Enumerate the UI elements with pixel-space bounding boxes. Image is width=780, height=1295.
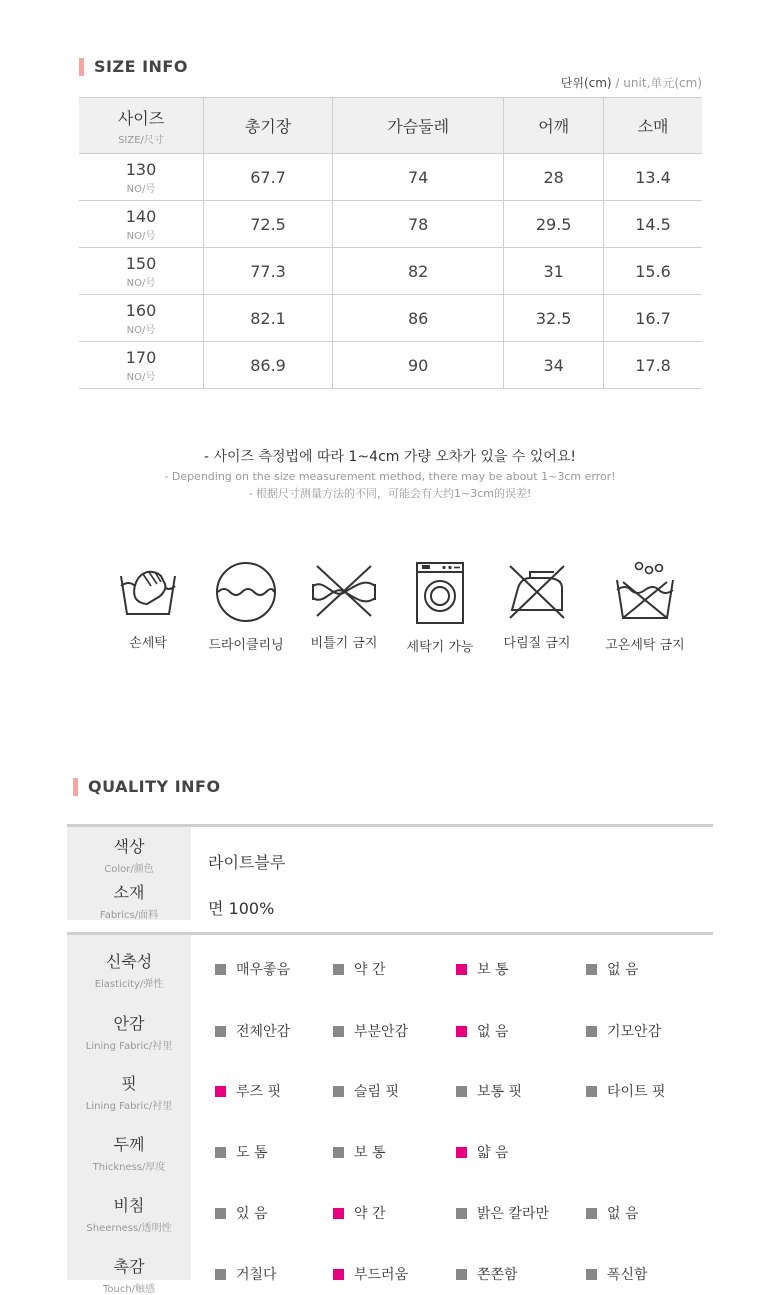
care-item-no-iron (487, 560, 587, 651)
unselected-marker-icon (215, 1147, 226, 1158)
chest-cell: 74 (333, 154, 504, 201)
unselected-marker-icon (456, 1086, 467, 1097)
care-label: 고온세탁 금지 (605, 638, 685, 653)
quality-row-fabric: 소재 Fabrics/面料 면 100% (99, 883, 275, 921)
attribute-label: 신축성 Elasticity/弹性 (94, 952, 164, 990)
size-cell: 150 NO/号 (79, 248, 204, 295)
care-item-hand-wash (98, 560, 198, 651)
no-hot-wash-icon (613, 560, 677, 624)
size-cell: 140 NO/号 (79, 201, 204, 248)
attribute-option (215, 1264, 277, 1284)
unselected-marker-icon (586, 1269, 597, 1280)
section-accent-bar (79, 58, 84, 76)
attribute-label: 핏 Lining Fabric/衬里 (85, 1074, 173, 1112)
quality-row-attribute (67, 1132, 713, 1172)
size-note-english: - Depending on the size measurement method, there may be about 1~3cm error! (164, 470, 616, 483)
attribute-option-label: 얇 음 (477, 1145, 509, 1161)
selected-marker-icon (456, 1026, 467, 1037)
attribute-option (456, 1142, 509, 1162)
attribute-option (333, 959, 386, 979)
length-cell: 77.3 (204, 248, 333, 295)
quality-info-title (73, 777, 221, 796)
unselected-marker-icon (333, 1026, 344, 1037)
header-length: 총기장 (204, 98, 333, 154)
length-cell: 67.7 (204, 154, 333, 201)
attribute-option-label: 루즈 핏 (236, 1084, 282, 1100)
sleeve-cell: 14.5 (604, 201, 702, 248)
shoulder-cell: 32.5 (504, 295, 604, 342)
attribute-option-label: 부분안감 (354, 1024, 409, 1040)
attribute-label: 비침 Sheerness/透明性 (86, 1196, 172, 1234)
length-cell: 72.5 (204, 201, 333, 248)
care-item-dry-clean (196, 560, 296, 653)
attribute-option-label: 보통 핏 (477, 1084, 523, 1100)
fabric-value: 면 100% (208, 899, 275, 918)
unselected-marker-icon (333, 1086, 344, 1097)
size-table-header (79, 98, 702, 154)
sleeve-cell: 16.7 (604, 295, 702, 342)
table-row (79, 201, 702, 248)
header-chest: 가슴둘레 (333, 98, 504, 154)
quality-row-attribute (67, 949, 713, 989)
attribute-option-label: 있 음 (236, 1206, 268, 1222)
attribute-option (586, 1264, 648, 1284)
quality-row-attribute (67, 1193, 713, 1233)
attribute-option-label: 도 톰 (236, 1145, 268, 1161)
care-label: 손세탁 (129, 636, 167, 651)
attribute-label: 촉감 Touch/触感 (102, 1257, 156, 1295)
care-item-no-hot-wash (595, 560, 695, 653)
size-info-title-text: SIZE INFO (94, 57, 188, 76)
table-row (79, 342, 702, 389)
quality-info-title-text: QUALITY INFO (88, 777, 221, 796)
attribute-option (215, 1081, 281, 1101)
attribute-option (456, 1203, 549, 1223)
attribute-option (586, 959, 639, 979)
attribute-option (586, 1021, 661, 1041)
quality-row-attribute (67, 1254, 713, 1294)
hand-wash-icon (117, 560, 179, 622)
attribute-option-label: 보 통 (354, 1145, 386, 1161)
unselected-marker-icon (586, 964, 597, 975)
attribute-option-label: 약 간 (354, 1206, 386, 1222)
length-cell: 82.1 (204, 295, 333, 342)
attribute-option (456, 1081, 522, 1101)
attribute-option-label: 쫀쫀함 (477, 1267, 518, 1283)
shoulder-cell: 29.5 (504, 201, 604, 248)
chest-cell: 78 (333, 201, 504, 248)
attribute-option-label: 없 음 (607, 1206, 639, 1222)
unselected-marker-icon (586, 1086, 597, 1097)
quality-row-attribute (67, 1011, 713, 1051)
care-label: 드라이클리닝 (208, 638, 284, 653)
sleeve-cell: 13.4 (604, 154, 702, 201)
care-label: 다림질 금지 (503, 636, 571, 651)
size-cell: 170 NO/号 (79, 342, 204, 389)
attribute-label: 안감 Lining Fabric/衬里 (85, 1014, 173, 1052)
shoulder-cell: 34 (504, 342, 604, 389)
attribute-option (333, 1021, 408, 1041)
header-shoulder: 어깨 (504, 98, 604, 154)
care-item-machine-wash (390, 560, 490, 655)
section-accent-bar (73, 778, 78, 796)
attribute-option-label: 매우좋음 (236, 962, 291, 978)
care-label: 세탁기 가능 (406, 640, 474, 655)
attribute-option (215, 959, 290, 979)
attribute-option-label: 없 음 (477, 1024, 509, 1040)
selected-marker-icon (215, 1086, 226, 1097)
sleeve-cell: 15.6 (604, 248, 702, 295)
unselected-marker-icon (215, 964, 226, 975)
selected-marker-icon (456, 1147, 467, 1158)
quality-table (67, 824, 713, 1295)
attribute-option-label: 기모안감 (607, 1024, 662, 1040)
attribute-option (456, 1021, 509, 1041)
header-size: 사이즈 SIZE/尺寸 (79, 98, 204, 154)
table-row (79, 154, 702, 201)
unselected-marker-icon (586, 1026, 597, 1037)
attribute-option-label: 보 통 (477, 962, 509, 978)
attribute-option-label: 슬림 핏 (354, 1084, 400, 1100)
attribute-option (333, 1203, 386, 1223)
selected-marker-icon (333, 1269, 344, 1280)
attribute-option-label: 밝은 칼라만 (477, 1206, 550, 1222)
care-label: 비틀기 금지 (310, 636, 378, 651)
unselected-marker-icon (215, 1208, 226, 1219)
dry-clean-icon (214, 560, 278, 624)
attribute-label: 두께 Thickness/厚度 (92, 1135, 166, 1173)
chest-cell: 90 (333, 342, 504, 389)
table-row (79, 248, 702, 295)
unit-label: 단위(cm) / unit,单元(cm) (560, 76, 702, 90)
attribute-option (456, 1264, 518, 1284)
attribute-option (215, 1021, 290, 1041)
table-row (79, 295, 702, 342)
washing-machine-icon (414, 560, 466, 626)
unselected-marker-icon (215, 1026, 226, 1037)
unselected-marker-icon (456, 1269, 467, 1280)
size-note-korean: - 사이즈 측정법에 따라 1~4cm 가량 오차가 있을 수 있어요! (203, 449, 577, 465)
size-note-chinese: - 根据尺寸测量方法的不同，可能会有大约1~3cm的误差! (248, 487, 532, 500)
do-not-iron-icon (506, 560, 568, 622)
attribute-option (333, 1142, 386, 1162)
attribute-option (333, 1264, 408, 1284)
size-table (79, 97, 702, 389)
size-cell: 160 NO/号 (79, 295, 204, 342)
care-item-no-wring (294, 560, 394, 651)
do-not-wring-icon (309, 560, 379, 622)
unselected-marker-icon (215, 1269, 226, 1280)
unselected-marker-icon (333, 964, 344, 975)
unselected-marker-icon (333, 1147, 344, 1158)
unselected-marker-icon (586, 1208, 597, 1219)
attribute-option-label: 없 음 (607, 962, 639, 978)
attribute-option-label: 약 간 (354, 962, 386, 978)
size-cell: 130 NO/号 (79, 154, 204, 201)
quality-row-color: 색상 Color/颜色 라이트블루 (104, 837, 286, 875)
attribute-option (333, 1081, 399, 1101)
length-cell: 86.9 (204, 342, 333, 389)
chest-cell: 86 (333, 295, 504, 342)
shoulder-cell: 31 (504, 248, 604, 295)
attribute-option (456, 959, 509, 979)
chest-cell: 82 (333, 248, 504, 295)
attribute-option (215, 1203, 268, 1223)
attribute-option-label: 폭신함 (607, 1267, 648, 1283)
attribute-option-label: 부드러움 (354, 1267, 409, 1283)
size-info-title (79, 57, 188, 76)
attribute-option (586, 1081, 666, 1101)
attribute-option-label: 타이트 핏 (607, 1084, 666, 1100)
selected-marker-icon (456, 964, 467, 975)
unselected-marker-icon (456, 1208, 467, 1219)
shoulder-cell: 28 (504, 154, 604, 201)
selected-marker-icon (333, 1208, 344, 1219)
color-value: 라이트블루 (208, 853, 286, 872)
care-instructions (0, 560, 780, 660)
quality-row-attribute (67, 1071, 713, 1111)
attribute-option-label: 거칠다 (236, 1267, 277, 1283)
attribute-option-label: 전체안감 (236, 1024, 291, 1040)
attribute-option (586, 1203, 639, 1223)
sleeve-cell: 17.8 (604, 342, 702, 389)
attribute-option (215, 1142, 268, 1162)
header-sleeve: 소매 (604, 98, 702, 154)
